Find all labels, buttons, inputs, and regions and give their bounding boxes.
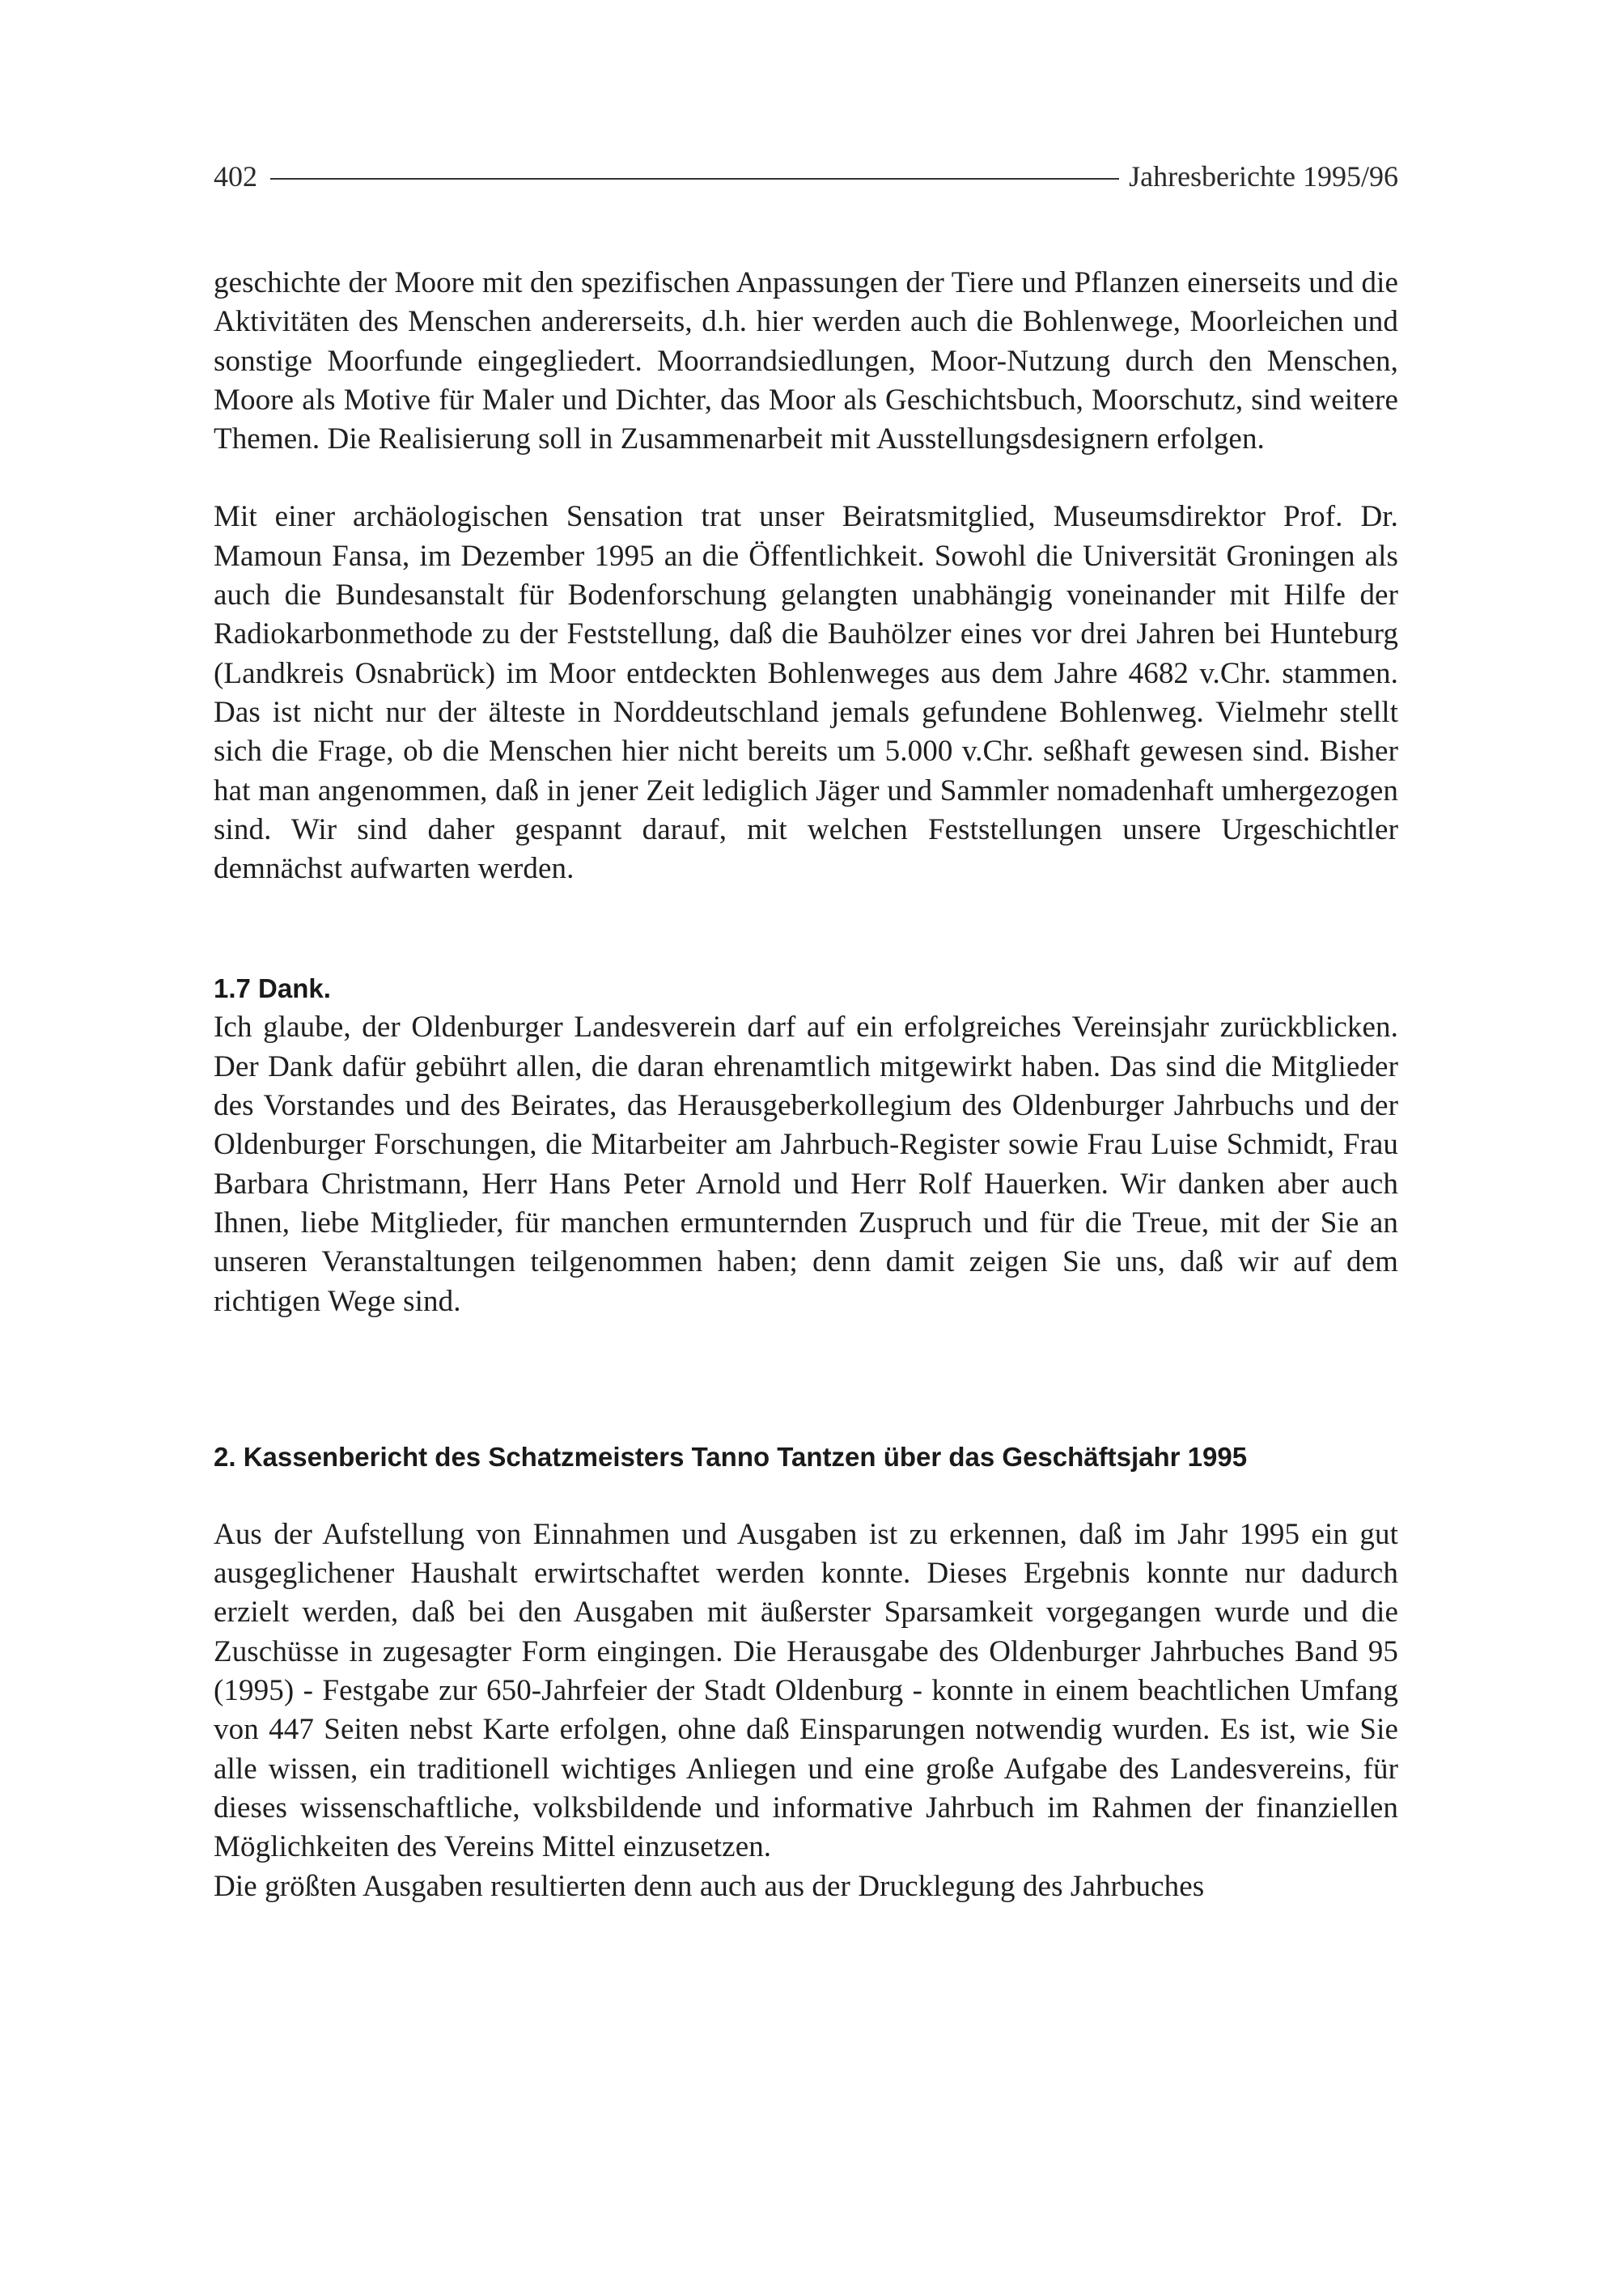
header-rule [270,178,1119,180]
paragraph-archaeology-sensation: Mit einer archäologischen Sensation trat unser Beiratsmitglied, Museumsdirektor Prof. Dr. Mamoun Fansa, im Dezember 1995 an die Öffentlichkeit. Sowohl die Universität Groningen als auch die Bundesanstalt für Bodenforschung gelangten unabhängig voneinander mit Hilfe der Radiokarbonmethode zu der Feststellung, daß die Bauhölzer eines vor drei Jahren bei Hunteburg (Landkreis Osnabrück) im Moor entdeckten Bohlenweges aus dem Jahre 4682 v.Chr. stammen. Das ist nicht nur der älteste in Norddeutschland jemals gefundene Bohlenweg. Vielmehr stellt sich die Frage, ob die Menschen hier nicht bereits um 5.000 v.Chr. seßhaft gewesen sind. Bisher hat man angenommen, daß in jener Zeit lediglich Jäger und Sammler nomadenhaft umhergezogen sind. Wir sind daher gespannt darauf, mit welchen Feststellungen unsere Urgeschichtler demnächst aufwarten werden. [214,500,1398,886]
section-heading-dank: 1.7 Dank. [214,973,331,1004]
running-title: Jahresberichte 1995/96 [1129,160,1398,193]
paragraph-kassenbericht-continued: Die größten Ausgaben resultierten denn auch aus der Drucklegung des Jahrbuches [214,1869,1205,1903]
page-number: 402 [214,160,257,193]
document-page [214,159,1398,1906]
paragraph-dank: Ich glaube, der Oldenburger Landesverein darf auf ein erfolgreiches Vereinsjahr zurückblicken. Der Dank dafür gebührt allen, die daran ehrenamtlich mitgewirkt haben. Das sind die Mitglieder des Vorstandes und des Beirates, das Herausgeberkollegium des Oldenburger Jahrbuchs und der Oldenburger Forschungen, die Mitarbeiter am Jahrbuch-Register sowie Frau Luise Schmidt, Frau Barbara Christmann, Herr Hans Peter Arnold und Herr Rolf Hauerken. Wir danken aber auch Ihnen, liebe Mitglieder, für manchen ermunternden Zuspruch und für die Treue, mit der Sie an unseren Veranstaltungen teilgenommen haben; denn damit zeigen Sie uns, daß wir auf dem richtigen Wege sind. [214,1011,1398,1318]
paragraph-moor-exhibition: geschichte der Moore mit den spezifischen Anpassungen der Tiere und Pflanzen einerseits und die Aktivitäten des Menschen andererseits, d.h. hier werden auch die Bohlenwege, Moorleichen und sonstige Moorfunde eingegliedert. Moorrandsiedlungen, Moor-Nutzung durch den Menschen, Moore als Motive für Maler und Dichter, das Moor als Geschichtsbuch, Moorschutz, sind weitere Themen. Die Realisierung soll in Zusammenarbeit mit Ausstellungsdesignern erfolgen. [214,266,1398,456]
section-heading-kassenbericht: 2. Kassenbericht des Schatzmeisters Tanno Tantzen über das Geschäftsjahr 1995 [214,1441,1248,1472]
running-header [214,159,1398,194]
paragraph-kassenbericht: Aus der Aufstellung von Einnahmen und Ausgaben ist zu erkennen, daß im Jahr 1995 ein gut ausgeglichener Haushalt erwirtschaftet werden konnte. Dieses Ergebnis konnte nur dadurch erzielt werden, daß bei den Ausgaben mit äußerster Sparsamkeit vorgegangen wurde und die Zuschüsse in zugesagter Form eingingen. Die Herausgabe des Oldenburger Jahrbuches Band 95 (1995) - Festgabe zur 650-Jahrfeier der Stadt Oldenburg - konnte in einem beachtlichen Umfang von 447 Seiten nebst Karte erfolgen, ohne daß Einsparungen notwendig wurden. Es ist, wie Sie alle wissen, ein traditionell wichtiges Anliegen und eine große Aufgabe des Landesvereins, für dieses wissenschaftliche, volksbildende und informative Jahrbuch im Rahmen der finanziellen Möglichkeiten des Vereins Mittel einzusetzen. [214,1517,1398,1864]
